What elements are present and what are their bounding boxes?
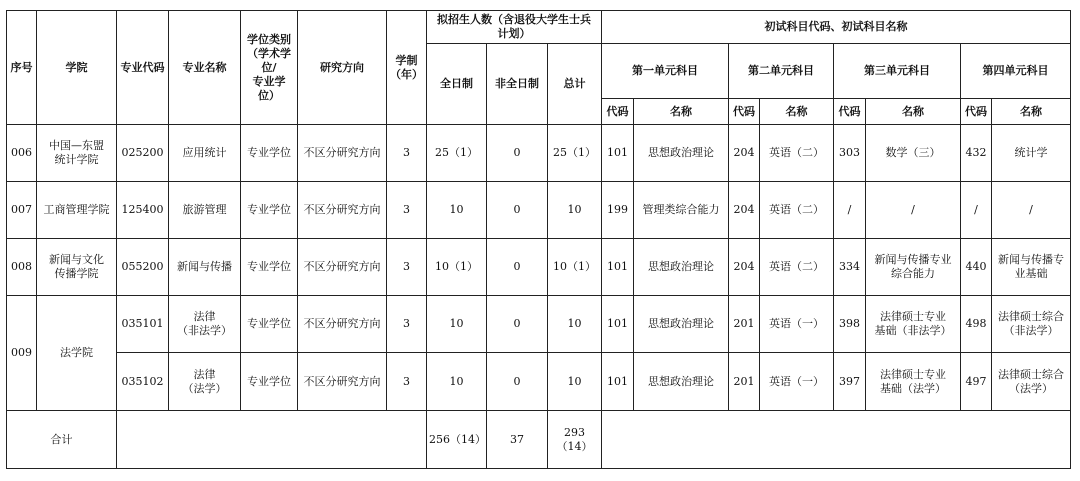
- cell-degree: 专业学位: [241, 353, 298, 411]
- cell-duration: 3: [387, 296, 427, 353]
- cell-u4-name: 统计学: [992, 125, 1071, 182]
- cell-major-code: 025200: [117, 125, 169, 182]
- cell-u3-name: 新闻与传播专业 综合能力: [866, 239, 961, 296]
- table-row: [7, 239, 1071, 296]
- cell-fulltime: 10: [427, 353, 487, 411]
- cell-u4-name: 新闻与传播专 业基础: [992, 239, 1071, 296]
- cell-major-name: 应用统计: [169, 125, 241, 182]
- header-unit2-name: 名称: [760, 99, 834, 125]
- admissions-table: [6, 10, 1071, 469]
- cell-direction: 不区分研究方向: [298, 182, 387, 239]
- header-seq: 序号: [7, 11, 37, 125]
- cell-total: 10: [548, 182, 602, 239]
- cell-direction: 不区分研究方向: [298, 296, 387, 353]
- header-major-code: 专业代码: [117, 11, 169, 125]
- cell-u2-name: 英语（一）: [760, 353, 834, 411]
- cell-fulltime: 25（1）: [427, 125, 487, 182]
- table-row: [7, 296, 1071, 353]
- cell-degree: 专业学位: [241, 296, 298, 353]
- table-row: [7, 182, 1071, 239]
- cell-degree: 专业学位: [241, 182, 298, 239]
- cell-major-code: 035101: [117, 296, 169, 353]
- cell-u2-name: 英语（二）: [760, 239, 834, 296]
- header-unit1-name: 名称: [634, 99, 729, 125]
- cell-u1-code: 101: [602, 353, 634, 411]
- cell-direction: 不区分研究方向: [298, 125, 387, 182]
- header-unit1: 第一单元科目: [602, 44, 729, 99]
- cell-total: 10（1）: [548, 239, 602, 296]
- cell-seq: 009: [7, 296, 37, 411]
- cell-parttime: 0: [487, 125, 548, 182]
- cell-major-name: 旅游管理: [169, 182, 241, 239]
- header-degree-type: 学位类别 （学术学 位/ 专业学 位）: [241, 11, 298, 125]
- cell-major-code: 055200: [117, 239, 169, 296]
- cell-college: 新闻与文化 传播学院: [37, 239, 117, 296]
- cell-u3-name: 数学（三）: [866, 125, 961, 182]
- cell-total: 25（1）: [548, 125, 602, 182]
- total-total: 293 （14）: [548, 411, 602, 469]
- total-subjects-blank: [602, 411, 1071, 469]
- cell-fulltime: 10: [427, 296, 487, 353]
- total-fulltime: 256（14）: [427, 411, 487, 469]
- cell-u3-code: 397: [834, 353, 866, 411]
- header-parttime: 非全日制: [487, 44, 548, 125]
- header-row-1: [7, 11, 1071, 44]
- cell-total: 10: [548, 353, 602, 411]
- cell-major-code: 035102: [117, 353, 169, 411]
- cell-fulltime: 10（1）: [427, 239, 487, 296]
- header-unit1-code: 代码: [602, 99, 634, 125]
- header-total: 总计: [548, 44, 602, 125]
- cell-u1-name: 管理类综合能力: [634, 182, 729, 239]
- cell-major-name: 法律 （法学）: [169, 353, 241, 411]
- header-unit4-code: 代码: [961, 99, 992, 125]
- cell-u1-name: 思想政治理论: [634, 239, 729, 296]
- cell-u2-code: 201: [729, 353, 760, 411]
- header-major-name: 专业名称: [169, 11, 241, 125]
- cell-duration: 3: [387, 182, 427, 239]
- header-unit3-code: 代码: [834, 99, 866, 125]
- cell-college: 中国—东盟 统计学院: [37, 125, 117, 182]
- cell-direction: 不区分研究方向: [298, 353, 387, 411]
- header-college: 学院: [37, 11, 117, 125]
- cell-total: 10: [548, 296, 602, 353]
- cell-u1-code: 199: [602, 182, 634, 239]
- header-fulltime: 全日制: [427, 44, 487, 125]
- cell-duration: 3: [387, 125, 427, 182]
- header-enrollment-group: 拟招生人数（含退役大学生士兵 计划）: [427, 11, 602, 44]
- cell-u3-name: 法律硕士专业 基础（非法学）: [866, 296, 961, 353]
- cell-degree: 专业学位: [241, 239, 298, 296]
- cell-u3-name: /: [866, 182, 961, 239]
- cell-seq: 006: [7, 125, 37, 182]
- total-row: [7, 411, 1071, 469]
- cell-u4-code: 440: [961, 239, 992, 296]
- cell-college: 法学院: [37, 296, 117, 411]
- header-direction: 研究方向: [298, 11, 387, 125]
- cell-seq: 008: [7, 239, 37, 296]
- header-unit3-name: 名称: [866, 99, 961, 125]
- cell-u3-code: /: [834, 182, 866, 239]
- cell-major-code: 125400: [117, 182, 169, 239]
- cell-u2-code: 204: [729, 125, 760, 182]
- cell-duration: 3: [387, 239, 427, 296]
- cell-major-name: 新闻与传播: [169, 239, 241, 296]
- cell-u4-code: 498: [961, 296, 992, 353]
- cell-parttime: 0: [487, 182, 548, 239]
- cell-u3-code: 398: [834, 296, 866, 353]
- cell-u1-name: 思想政治理论: [634, 125, 729, 182]
- cell-u4-code: 497: [961, 353, 992, 411]
- cell-u4-name: 法律硕士综合 （法学）: [992, 353, 1071, 411]
- table-row: [7, 125, 1071, 182]
- cell-u4-name: /: [992, 182, 1071, 239]
- cell-u2-name: 英语（一）: [760, 296, 834, 353]
- cell-fulltime: 10: [427, 182, 487, 239]
- cell-parttime: 0: [487, 296, 548, 353]
- header-subjects-group: 初试科目代码、初试科目名称: [602, 11, 1071, 44]
- header-unit4: 第四单元科目: [961, 44, 1071, 99]
- cell-u4-code: /: [961, 182, 992, 239]
- cell-college: 工商管理学院: [37, 182, 117, 239]
- cell-direction: 不区分研究方向: [298, 239, 387, 296]
- total-parttime: 37: [487, 411, 548, 469]
- cell-duration: 3: [387, 353, 427, 411]
- table-row: [7, 353, 1071, 411]
- cell-u1-code: 101: [602, 296, 634, 353]
- cell-u4-name: 法律硕士综合 （非法学）: [992, 296, 1071, 353]
- header-unit2: 第二单元科目: [729, 44, 834, 99]
- cell-u3-name: 法律硕士专业 基础（法学）: [866, 353, 961, 411]
- total-blank: [117, 411, 427, 469]
- cell-u2-code: 204: [729, 239, 760, 296]
- header-duration: 学制 （年）: [387, 11, 427, 125]
- cell-u2-code: 201: [729, 296, 760, 353]
- cell-u2-name: 英语（二）: [760, 182, 834, 239]
- total-label: 合计: [7, 411, 117, 469]
- cell-u1-name: 思想政治理论: [634, 353, 729, 411]
- cell-u3-code: 303: [834, 125, 866, 182]
- cell-u2-code: 204: [729, 182, 760, 239]
- header-unit2-code: 代码: [729, 99, 760, 125]
- cell-major-name: 法律 （非法学）: [169, 296, 241, 353]
- cell-u1-code: 101: [602, 239, 634, 296]
- cell-u1-name: 思想政治理论: [634, 296, 729, 353]
- header-unit4-name: 名称: [992, 99, 1071, 125]
- cell-degree: 专业学位: [241, 125, 298, 182]
- cell-u3-code: 334: [834, 239, 866, 296]
- cell-u4-code: 432: [961, 125, 992, 182]
- cell-u1-code: 101: [602, 125, 634, 182]
- cell-seq: 007: [7, 182, 37, 239]
- cell-parttime: 0: [487, 353, 548, 411]
- cell-parttime: 0: [487, 239, 548, 296]
- cell-u2-name: 英语（二）: [760, 125, 834, 182]
- header-unit3: 第三单元科目: [834, 44, 961, 99]
